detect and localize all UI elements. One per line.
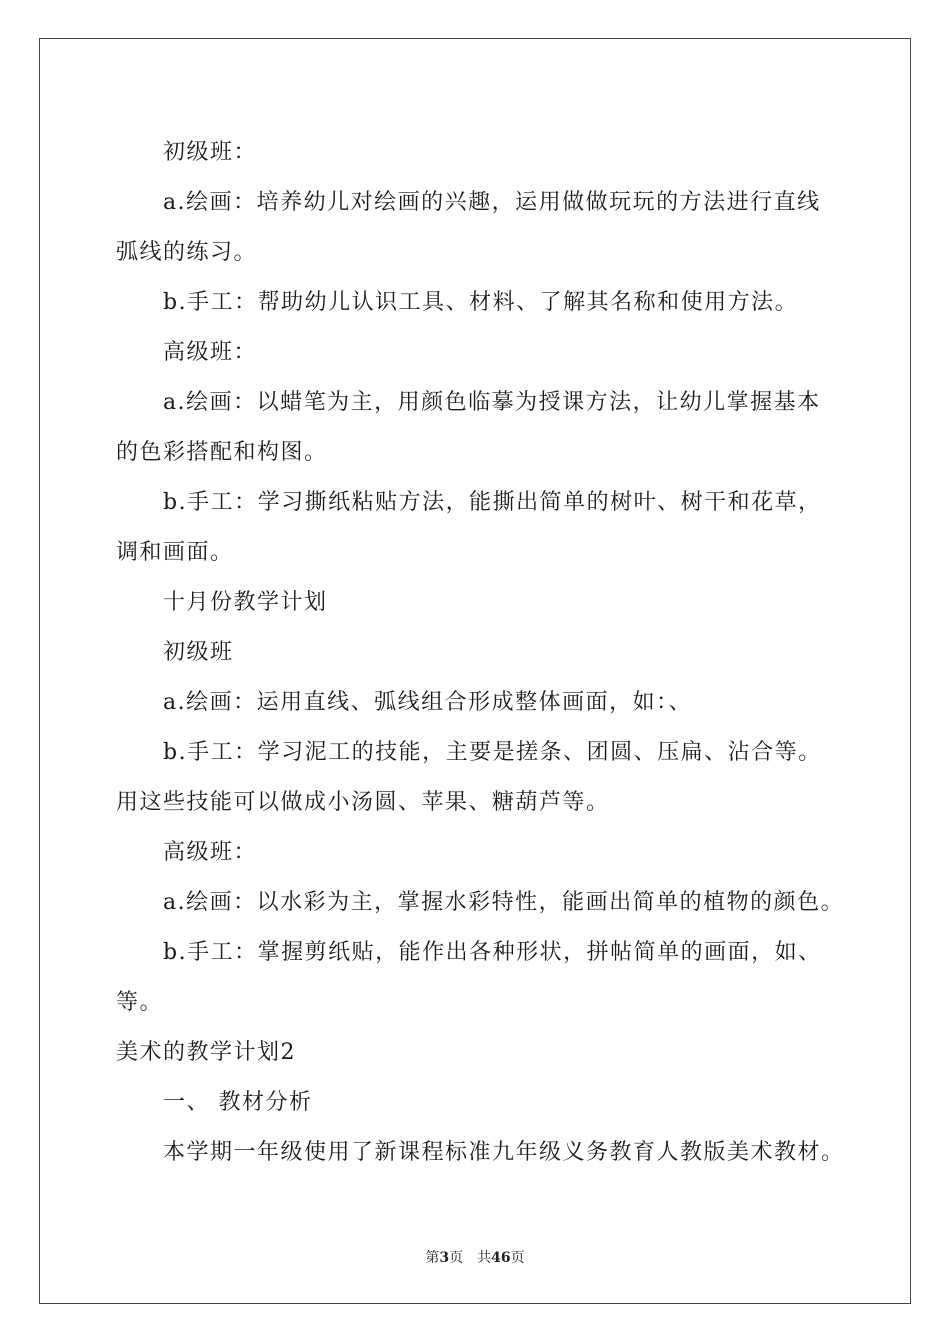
section-heading-beginner: 初级班 — [163, 640, 234, 665]
footer-page-prefix: 第 — [425, 1250, 440, 1266]
section-heading-october-plan: 十月份教学计划 — [163, 590, 328, 615]
paragraph-line: b.手工：帮助幼儿认识工具、材料、了解其名称和使用方法。 — [163, 290, 799, 315]
paragraph-line: b.手工：学习泥工的技能，主要是搓条、团圆、压扁、沾合等。 — [163, 740, 822, 765]
footer-total-prefix: 共 — [477, 1250, 492, 1266]
section-heading-advanced: 高级班： — [163, 340, 258, 365]
paragraph-line: 的色彩搭配和构图。 — [116, 440, 328, 465]
paragraph-line: a.绘画：以水彩为主，掌握水彩特性，能画出简单的植物的颜色。 — [163, 890, 845, 915]
paragraph-line: a.绘画：运用直线、弧线组合形成整体画面，如：、 — [163, 690, 693, 715]
section-heading-materials-analysis: 一、 教材分析 — [163, 1090, 313, 1115]
paragraph-line: 用这些技能可以做成小汤圆、苹果、糖葫芦等。 — [116, 790, 610, 815]
section-heading-beginner: 初级班： — [163, 140, 258, 165]
paragraph-line: a.绘画：培养幼儿对绘画的兴趣，运用做做玩玩的方法进行直线 — [163, 190, 821, 215]
paragraph-line: 本学期一年级使用了新课程标准九年级义务教育人教版美术教材。 — [163, 1140, 845, 1165]
paragraph-line: a.绘画：以蜡笔为主，用颜色临摹为授课方法，让幼儿掌握基本 — [163, 390, 821, 415]
paragraph-line: b.手工：学习撕纸粘贴方法，能撕出简单的树叶、树干和花草， — [163, 490, 822, 515]
paragraph-line: b.手工：掌握剪纸贴，能作出各种形状，拼帖简单的画面，如、 — [163, 940, 822, 965]
footer-page-suffix: 页 — [449, 1250, 464, 1266]
document-body — [116, 128, 846, 1178]
footer-total-pages: 46 — [491, 1250, 511, 1266]
footer-total-suffix: 页 — [510, 1250, 525, 1266]
paragraph-line: 等。 — [116, 990, 164, 1015]
paragraph-line: 弧线的练习。 — [116, 240, 258, 265]
section-heading-advanced: 高级班： — [163, 840, 258, 865]
document-title-2: 美术的教学计划2 — [116, 1040, 296, 1065]
paragraph-line: 调和画面。 — [116, 540, 234, 565]
page-footer — [0, 1247, 950, 1267]
footer-page-number: 3 — [439, 1250, 450, 1266]
